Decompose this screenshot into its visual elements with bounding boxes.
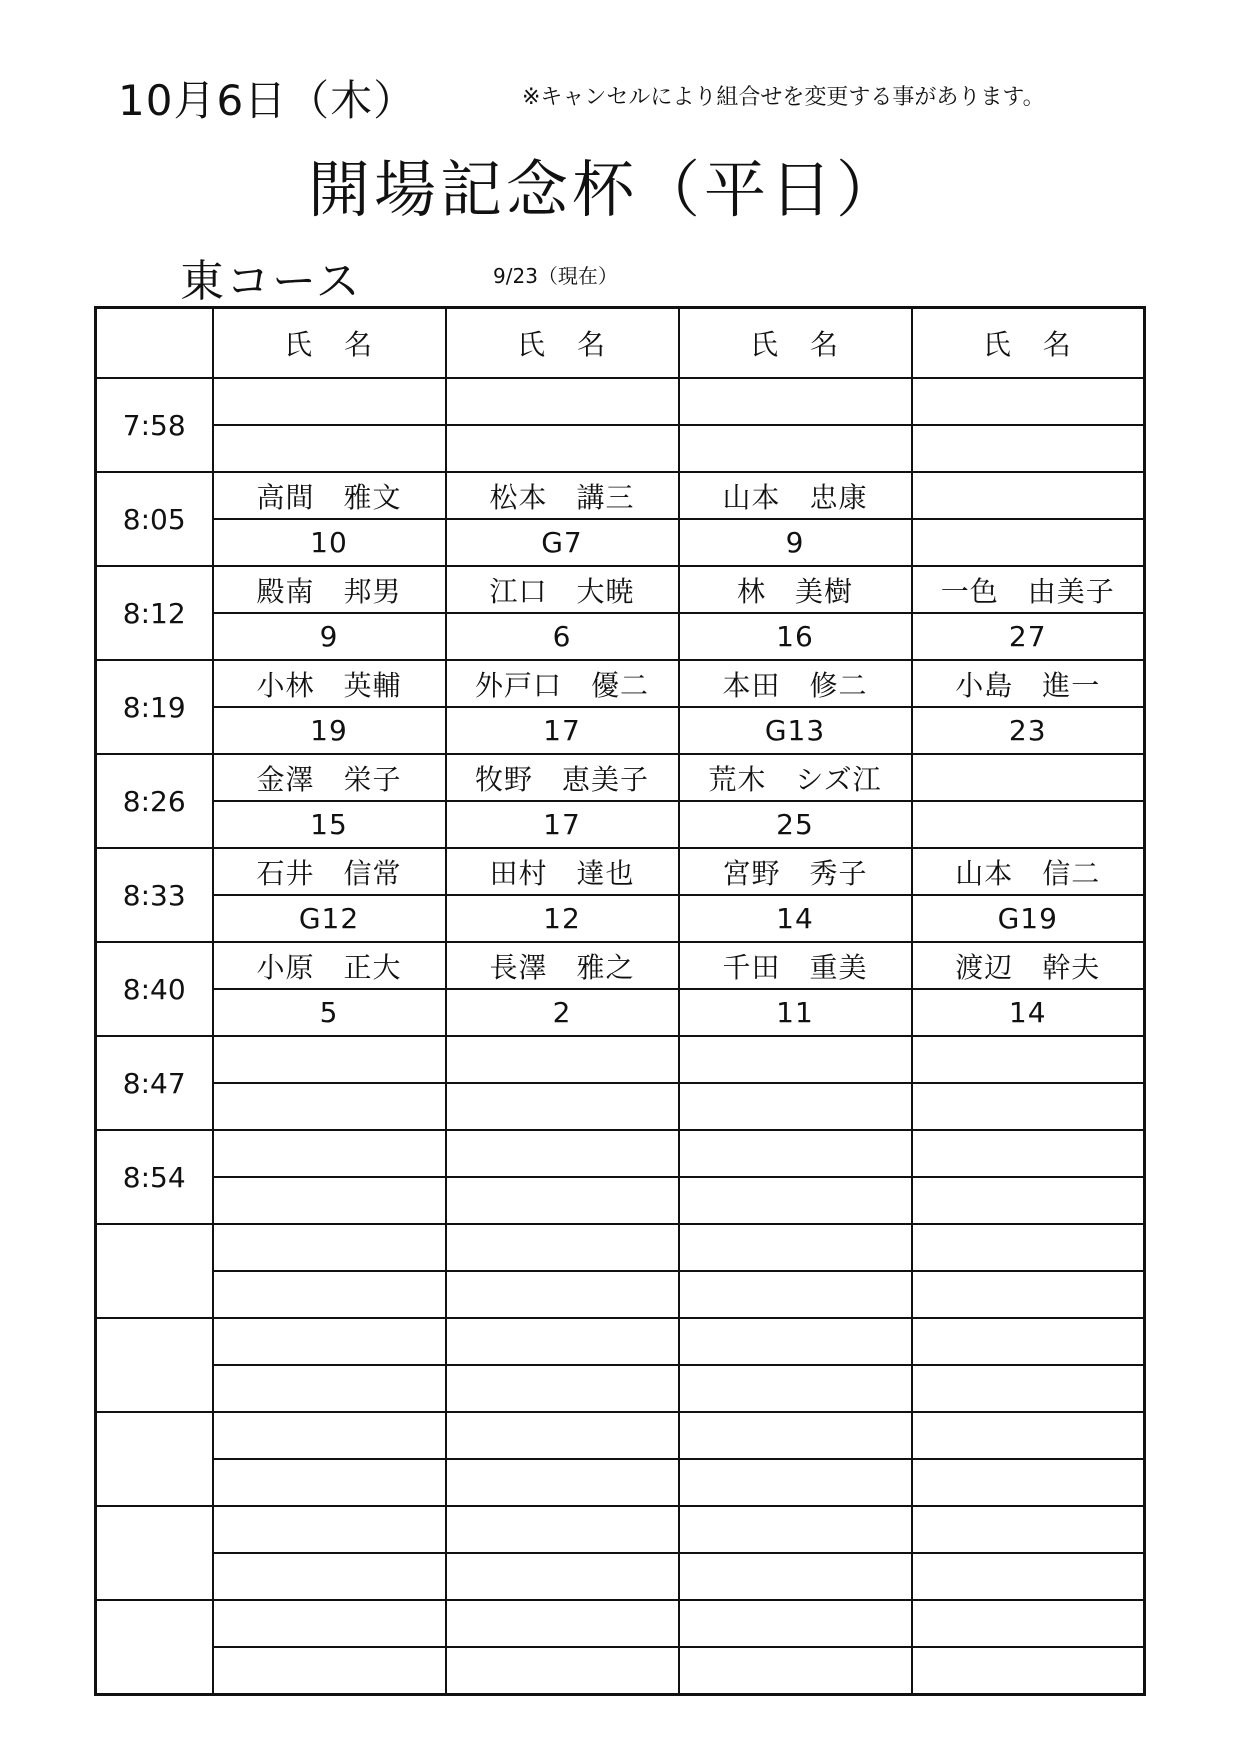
player-handicap bbox=[213, 1647, 446, 1695]
player-name bbox=[679, 1224, 912, 1271]
player-handicap bbox=[679, 1177, 912, 1224]
player-handicap bbox=[912, 425, 1145, 472]
table-row bbox=[96, 1177, 1145, 1224]
player-name bbox=[912, 754, 1145, 801]
player-handicap bbox=[213, 1459, 446, 1506]
table-row bbox=[96, 425, 1145, 472]
table-row bbox=[96, 1600, 1145, 1647]
player-handicap bbox=[213, 1365, 446, 1412]
player-handicap bbox=[679, 1553, 912, 1600]
player-name: 江口 大暁 bbox=[446, 566, 679, 613]
player-handicap bbox=[912, 1553, 1145, 1600]
player-name: 田村 達也 bbox=[446, 848, 679, 895]
player-name bbox=[213, 1412, 446, 1459]
tee-time bbox=[96, 1224, 213, 1318]
player-name bbox=[213, 1318, 446, 1365]
player-handicap: 11 bbox=[679, 989, 912, 1036]
player-name: 金澤 栄子 bbox=[213, 754, 446, 801]
player-name bbox=[679, 1600, 912, 1647]
player-name: 長澤 雅之 bbox=[446, 942, 679, 989]
player-name bbox=[912, 1036, 1145, 1083]
player-name bbox=[446, 1412, 679, 1459]
player-handicap bbox=[446, 1083, 679, 1130]
player-name bbox=[446, 378, 679, 425]
player-handicap: 17 bbox=[446, 707, 679, 754]
player-name bbox=[912, 1506, 1145, 1553]
player-handicap bbox=[213, 425, 446, 472]
event-date: 10月6日（木） bbox=[118, 76, 417, 125]
name-column-header: 氏 名 bbox=[912, 308, 1145, 379]
player-handicap bbox=[446, 1271, 679, 1318]
player-name bbox=[912, 1224, 1145, 1271]
player-handicap: 5 bbox=[213, 989, 446, 1036]
name-column-header: 氏 名 bbox=[679, 308, 912, 379]
player-handicap bbox=[213, 1177, 446, 1224]
table-row bbox=[96, 1224, 1145, 1271]
table-row bbox=[96, 848, 1145, 895]
player-name: 外戸口 優二 bbox=[446, 660, 679, 707]
player-name: 一色 由美子 bbox=[912, 566, 1145, 613]
table-row bbox=[96, 942, 1145, 989]
table-row bbox=[96, 472, 1145, 519]
player-handicap: 6 bbox=[446, 613, 679, 660]
player-handicap: 2 bbox=[446, 989, 679, 1036]
player-handicap bbox=[912, 519, 1145, 566]
time-column-header bbox=[96, 308, 213, 379]
player-name: 荒木 シズ江 bbox=[679, 754, 912, 801]
player-handicap: 23 bbox=[912, 707, 1145, 754]
player-name bbox=[213, 1130, 446, 1177]
table-row bbox=[96, 1506, 1145, 1553]
player-name bbox=[213, 1036, 446, 1083]
table-row bbox=[96, 1036, 1145, 1083]
table-row bbox=[96, 378, 1145, 425]
player-name bbox=[912, 472, 1145, 519]
player-name: 石井 信常 bbox=[213, 848, 446, 895]
table-row bbox=[96, 707, 1145, 754]
player-handicap bbox=[912, 1647, 1145, 1695]
player-name bbox=[912, 1412, 1145, 1459]
table-row bbox=[96, 989, 1145, 1036]
player-name bbox=[446, 1130, 679, 1177]
player-handicap: G7 bbox=[446, 519, 679, 566]
player-handicap bbox=[679, 1271, 912, 1318]
pairing-table bbox=[94, 306, 1146, 1696]
player-name bbox=[679, 1130, 912, 1177]
player-handicap bbox=[213, 1553, 446, 1600]
player-handicap: G13 bbox=[679, 707, 912, 754]
player-handicap bbox=[446, 1553, 679, 1600]
player-handicap: 19 bbox=[213, 707, 446, 754]
player-handicap bbox=[446, 1365, 679, 1412]
tee-time: 8:54 bbox=[96, 1130, 213, 1224]
table-row bbox=[96, 895, 1145, 942]
table-row bbox=[96, 1553, 1145, 1600]
tee-time: 8:19 bbox=[96, 660, 213, 754]
player-handicap bbox=[446, 425, 679, 472]
table-row bbox=[96, 519, 1145, 566]
table-row bbox=[96, 1412, 1145, 1459]
player-handicap bbox=[912, 1083, 1145, 1130]
player-handicap: 27 bbox=[912, 613, 1145, 660]
player-name: 高間 雅文 bbox=[213, 472, 446, 519]
player-name: 渡辺 幹夫 bbox=[912, 942, 1145, 989]
player-name bbox=[912, 378, 1145, 425]
player-handicap bbox=[912, 1365, 1145, 1412]
course-name: 東コース bbox=[180, 256, 362, 307]
player-handicap: 10 bbox=[213, 519, 446, 566]
player-name bbox=[679, 1412, 912, 1459]
tee-time bbox=[96, 1318, 213, 1412]
table-row bbox=[96, 660, 1145, 707]
player-handicap bbox=[679, 1083, 912, 1130]
table-row bbox=[96, 1647, 1145, 1695]
table-row bbox=[96, 801, 1145, 848]
player-handicap: 14 bbox=[912, 989, 1145, 1036]
player-handicap bbox=[213, 1083, 446, 1130]
as-of-date: 9/23（現在） bbox=[493, 264, 618, 288]
tee-time: 8:26 bbox=[96, 754, 213, 848]
player-name bbox=[213, 1506, 446, 1553]
player-name: 宮野 秀子 bbox=[679, 848, 912, 895]
table-row bbox=[96, 1365, 1145, 1412]
tee-time bbox=[96, 1600, 213, 1695]
player-handicap: 17 bbox=[446, 801, 679, 848]
player-name bbox=[213, 1224, 446, 1271]
table-row bbox=[96, 1318, 1145, 1365]
player-handicap bbox=[912, 1459, 1145, 1506]
player-name bbox=[213, 1600, 446, 1647]
player-name: 千田 重美 bbox=[679, 942, 912, 989]
page-title: 開場記念杯（平日） bbox=[307, 153, 902, 226]
player-handicap bbox=[912, 1271, 1145, 1318]
player-name bbox=[679, 1318, 912, 1365]
player-name bbox=[912, 1318, 1145, 1365]
player-name: 山本 信二 bbox=[912, 848, 1145, 895]
player-handicap: G12 bbox=[213, 895, 446, 942]
player-handicap bbox=[446, 1459, 679, 1506]
player-handicap bbox=[679, 1459, 912, 1506]
table-row bbox=[96, 754, 1145, 801]
player-name bbox=[912, 1130, 1145, 1177]
player-name bbox=[446, 1506, 679, 1553]
player-name bbox=[679, 378, 912, 425]
player-handicap bbox=[446, 1647, 679, 1695]
table-row bbox=[96, 613, 1145, 660]
player-handicap: 12 bbox=[446, 895, 679, 942]
player-name: 小原 正大 bbox=[213, 942, 446, 989]
player-name bbox=[446, 1318, 679, 1365]
player-name: 小林 英輔 bbox=[213, 660, 446, 707]
tee-time: 8:33 bbox=[96, 848, 213, 942]
player-name bbox=[912, 1600, 1145, 1647]
player-handicap: 16 bbox=[679, 613, 912, 660]
table-header-row bbox=[96, 308, 1145, 379]
player-handicap bbox=[912, 801, 1145, 848]
tee-time: 8:05 bbox=[96, 472, 213, 566]
table-row bbox=[96, 1083, 1145, 1130]
tee-time: 7:58 bbox=[96, 378, 213, 472]
player-handicap: 14 bbox=[679, 895, 912, 942]
player-name bbox=[446, 1600, 679, 1647]
player-name bbox=[679, 1036, 912, 1083]
player-name: 本田 修二 bbox=[679, 660, 912, 707]
player-name: 松本 講三 bbox=[446, 472, 679, 519]
name-column-header: 氏 名 bbox=[213, 308, 446, 379]
table-row bbox=[96, 1459, 1145, 1506]
player-name: 殿南 邦男 bbox=[213, 566, 446, 613]
player-handicap: 9 bbox=[213, 613, 446, 660]
player-handicap bbox=[679, 1365, 912, 1412]
player-name: 山本 忠康 bbox=[679, 472, 912, 519]
player-name bbox=[446, 1224, 679, 1271]
player-name bbox=[679, 1506, 912, 1553]
player-handicap bbox=[679, 425, 912, 472]
tee-time: 8:47 bbox=[96, 1036, 213, 1130]
table-row bbox=[96, 1271, 1145, 1318]
tee-time: 8:12 bbox=[96, 566, 213, 660]
table-row bbox=[96, 1130, 1145, 1177]
tee-time: 8:40 bbox=[96, 942, 213, 1036]
player-handicap bbox=[912, 1177, 1145, 1224]
tee-time bbox=[96, 1506, 213, 1600]
player-handicap bbox=[679, 1647, 912, 1695]
player-name: 林 美樹 bbox=[679, 566, 912, 613]
name-column-header: 氏 名 bbox=[446, 308, 679, 379]
player-handicap: G19 bbox=[912, 895, 1145, 942]
tee-time bbox=[96, 1412, 213, 1506]
cancellation-notice: ※キャンセルにより組合せを変更する事があります。 bbox=[522, 85, 1045, 110]
player-name bbox=[213, 378, 446, 425]
player-handicap: 15 bbox=[213, 801, 446, 848]
player-handicap: 25 bbox=[679, 801, 912, 848]
table-row bbox=[96, 566, 1145, 613]
player-name: 小島 進一 bbox=[912, 660, 1145, 707]
player-handicap: 9 bbox=[679, 519, 912, 566]
player-handicap bbox=[213, 1271, 446, 1318]
player-name: 牧野 恵美子 bbox=[446, 754, 679, 801]
player-name bbox=[446, 1036, 679, 1083]
player-handicap bbox=[446, 1177, 679, 1224]
